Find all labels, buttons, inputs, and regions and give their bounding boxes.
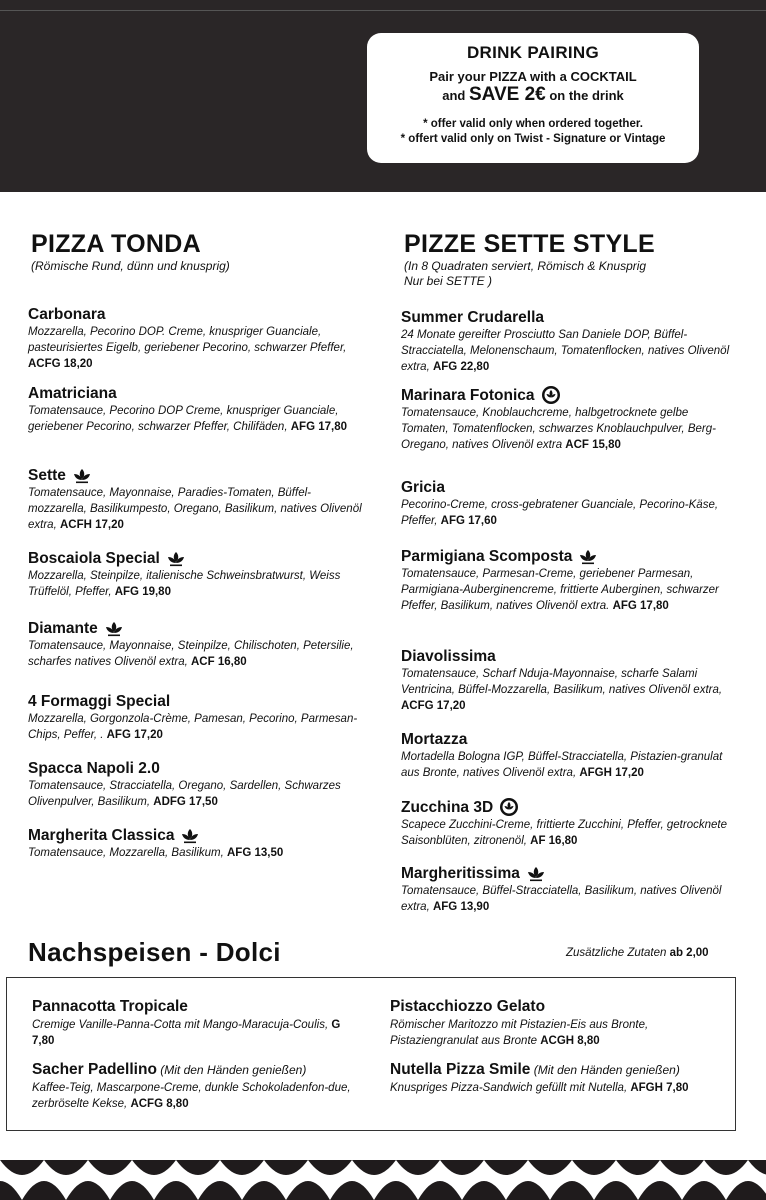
item-price: AFG 17,60 <box>440 515 497 527</box>
item-desc: Tomatensauce, Knoblauchcreme, halbgetrocknete gelbe Tomaten, Tomatenflocken, schwarzes Knoblauchpulver, Berg-Oregano, natives Olivenöl extra <box>401 407 716 451</box>
item-name: Diavolissima <box>401 648 496 665</box>
item-price: ACFH 17,20 <box>59 519 124 531</box>
item-price: ADFG 17,50 <box>153 796 218 808</box>
pizza-tonda-section <box>28 230 363 274</box>
item-price: AFG 17,80 <box>290 421 347 433</box>
dolci-price: ACGH 8,80 <box>540 1035 600 1047</box>
drink-line2-post: on the drink <box>545 88 624 103</box>
item-desc: Tomatensauce, Parmesan-Creme, geriebener Parmesan, Parmigiana-Auberginencreme, frittierte Auberginen, schwarzer Pfeffer, Basilikum, natives Olivenöl extra. <box>401 568 719 612</box>
dolci-price: ACFG 8,80 <box>130 1098 189 1110</box>
item-desc: Tomatensauce, Stracciatella, Oregano, Sardellen, Schwarzes Olivenpulver, Basilikum, <box>28 780 341 808</box>
item-name: Mortazza <box>401 731 468 748</box>
drink-pairing-box <box>367 33 699 163</box>
vegan-icon <box>541 385 561 405</box>
item-desc: Tomatensauce, Scharf Nduja-Mayonnaise, scharfe Salami Ventricina, Büffel-Mozzarella, Basilikum, natives Olivenöl extra, <box>401 668 723 696</box>
extras-label: Zusätzliche Zutaten <box>566 947 670 959</box>
vegan-icon <box>499 797 519 817</box>
dolci-name: Pistacchiozzo Gelato <box>390 998 546 1015</box>
item-price: AFG 13,50 <box>227 847 284 859</box>
drink-pairing-line1: Pair your PIZZA with a COCKTAIL <box>429 69 637 84</box>
dolci-note: (Mit den Händen genießen) <box>156 1063 307 1077</box>
dolci-name: Pannacotta Tropicale <box>32 998 188 1015</box>
menu-item <box>401 478 736 529</box>
menu-item <box>28 619 363 670</box>
extras-price: ab 2,00 <box>669 947 709 959</box>
menu-item <box>28 305 363 372</box>
item-name: Amatriciana <box>28 385 117 402</box>
item-price: AFG 19,80 <box>114 586 171 598</box>
menu-item <box>401 308 736 375</box>
item-desc: Mortadella Bologna IGP, Büffel-Stracciatella, Pistazien-granulat aus Bronte, natives Olivenöl extra, <box>401 751 723 779</box>
item-price: AFGH 17,20 <box>579 767 644 779</box>
dolci-price: G 7,80 <box>32 1019 341 1047</box>
item-name: Boscaiola Special <box>28 550 160 567</box>
item-desc: Tomatensauce, Mayonnaise, Steinpilze, Chilischoten, Petersilie, scharfes natives Olivenöl extra, <box>28 640 354 668</box>
section-title: PIZZA TONDA <box>31 230 201 258</box>
item-name: Zucchina 3D <box>401 798 494 816</box>
item-price: ACFG 17,20 <box>401 700 466 712</box>
dolci-item <box>390 997 720 1049</box>
item-price: ACF 15,80 <box>565 439 621 451</box>
drink-line2-pre: and <box>442 88 469 103</box>
dolci-box <box>6 977 736 1131</box>
item-name: Sette <box>28 467 66 484</box>
item-name: Margheritissima <box>401 865 520 882</box>
menu-item <box>28 384 363 435</box>
pizze-sette-section <box>401 230 736 289</box>
drink-pairing-title: DRINK PAIRING <box>466 43 600 62</box>
item-price: ACF 16,80 <box>191 656 247 668</box>
dolci-desc: Römischer Maritozzo mit Pistazien-Eis aus Bronte, Pistaziengranulat aus Bronte <box>390 1019 649 1047</box>
dolci-item <box>32 997 362 1049</box>
dolci-desc: Cremige Vanille-Panna-Cotta mit Mango-Maracuja-Coulis, <box>32 1019 332 1031</box>
section-subtitle: (In 8 Quadraten serviert, Römisch & Knusprig <box>404 259 647 273</box>
menu-item <box>28 549 363 600</box>
dolci-desc: Kaffee-Teig, Mascarpone-Creme, dunkle Schokoladenfon-due, zerbröselte Kekse, <box>32 1082 351 1110</box>
item-desc: Tomatensauce, Mayonnaise, Paradies-Tomaten, Büffel-mozzarella, Basilikumpesto, Oregano, Basilikum, natives Olivenöl extra, <box>28 487 362 531</box>
menu-item <box>28 692 363 743</box>
vegetarian-leaf-icon <box>104 620 124 638</box>
vegetarian-leaf-icon <box>526 865 546 883</box>
section-subtitle-2: Nur bei SETTE ) <box>404 274 493 288</box>
item-price: AFG 17,20 <box>106 729 163 741</box>
item-desc: 24 Monate gereifter Prosciutto San Daniele DOP, Büffel-Stracciatella, Melonenschaum, Tomatenflocken, natives Olivenöl extra, <box>401 329 730 373</box>
menu-item <box>401 864 736 915</box>
dolci-desc: Knuspriges Pizza-Sandwich gefüllt mit Nutella, <box>390 1082 631 1094</box>
item-name: Summer Crudarella <box>401 309 544 326</box>
item-price: AF 16,80 <box>530 835 578 847</box>
menu-item <box>28 826 363 861</box>
dolci-item <box>390 1060 720 1096</box>
dolci-item <box>32 1060 362 1112</box>
item-name: Gricia <box>401 479 445 496</box>
dolci-name: Sacher Padellino <box>32 1061 157 1078</box>
item-name: Margherita Classica <box>28 827 175 844</box>
item-price: AFG 13,90 <box>432 901 490 913</box>
dolci-title: Nachspeisen - Dolci <box>28 937 281 967</box>
item-desc: Tomatensauce, Büffel-Stracciatella, Basilikum, natives Olivenöl extra, <box>401 885 722 913</box>
section-title: PIZZE SETTE STYLE <box>404 230 655 258</box>
menu-item <box>401 547 736 614</box>
dolci-price: AFGH 7,80 <box>630 1082 689 1094</box>
menu-item <box>401 647 736 714</box>
menu-item <box>401 797 736 849</box>
drink-note-2: * offert valid only on Twist - Signature or Vintage <box>400 133 666 145</box>
vegetarian-leaf-icon <box>166 550 186 568</box>
item-desc: Pecorino-Creme, cross-gebratener Guanciale, Pecorino-Käse, Pfeffer, <box>401 499 719 527</box>
dolci-note: (Mit den Händen genießen) <box>530 1063 680 1077</box>
item-desc: Tomatensauce, Mozzarella, Basilikum, <box>28 847 227 859</box>
item-name: 4 Formaggi Special <box>28 693 171 710</box>
item-desc: Mozzarella, Gorgonzola-Crème, Pamesan, Pecorino, Parmesan-Chips, Peffer, . <box>28 713 358 741</box>
drink-note-1: * offer valid only when ordered together. <box>423 118 643 130</box>
menu-item <box>401 730 736 781</box>
dolci-name: Nutella Pizza Smile <box>390 1061 531 1078</box>
item-price: AFG 22,80 <box>432 361 490 373</box>
menu-item <box>28 759 363 810</box>
item-desc: Tomatensauce, Pecorino DOP Creme, knuspriger Guanciale, geriebener Pecorino, schwarzer Pfeffer, Chilifäden, <box>28 405 339 433</box>
menu-item <box>401 385 736 453</box>
vegetarian-leaf-icon <box>72 467 92 485</box>
item-name: Marinara Fotonica <box>401 386 535 404</box>
item-price: AFG 17,80 <box>612 600 669 612</box>
menu-item <box>28 466 363 533</box>
item-price: ACFG 18,20 <box>28 358 93 370</box>
item-desc: Mozzarella, Pecorino DOP. Creme, knuspriger Guanciale, pasteurisiertes Eigelb, geriebener Pecorino, schwarzer Pfeffer, <box>28 326 347 354</box>
item-desc: Mozzarella, Steinpilze, italienische Schweinsbratwurst, Weiss Trüffelöl, Pfeffer, <box>28 570 341 598</box>
drink-pairing-line2 <box>367 84 699 106</box>
item-name: Carbonara <box>28 306 106 323</box>
item-name: Parmigiana Scomposta <box>401 548 573 565</box>
extras-note <box>566 947 709 959</box>
section-subtitle: (Römische Rund, dünn und knusprig) <box>31 259 230 273</box>
header-divider <box>0 10 766 11</box>
item-desc: Scapece Zucchini-Creme, frittierte Zucchini, Pfeffer, getrocknete Saisonblüten, zitronenöl, <box>401 819 727 847</box>
vegetarian-leaf-icon <box>578 548 598 566</box>
bottom-decorative-pattern <box>0 1160 766 1200</box>
drink-save: SAVE 2€ <box>468 84 546 105</box>
item-name: Diamante <box>28 620 98 637</box>
vegetarian-leaf-icon <box>180 827 200 845</box>
item-name: Spacca Napoli 2.0 <box>28 760 160 777</box>
